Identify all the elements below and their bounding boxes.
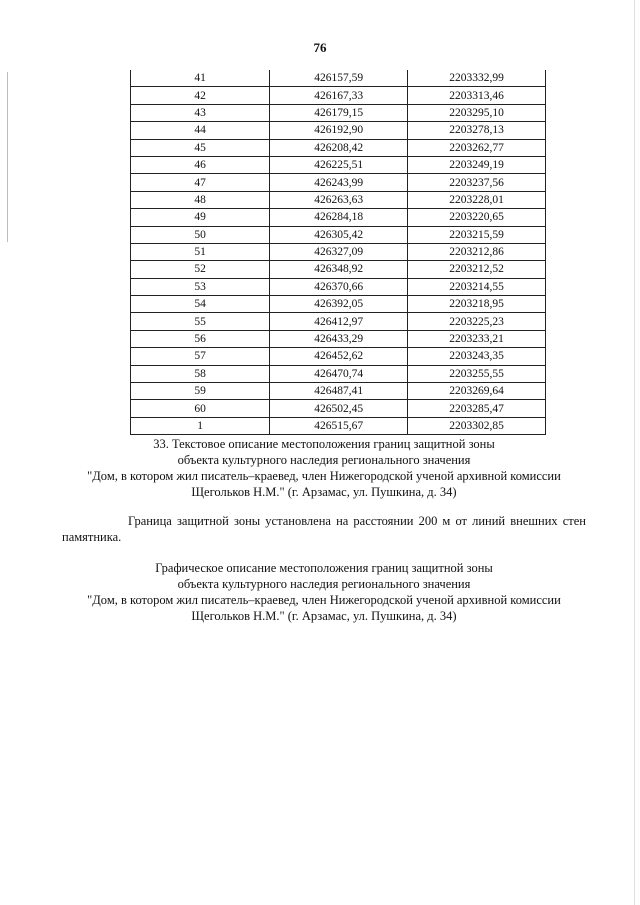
x-coordinate-cell: 426412,97 xyxy=(270,313,408,330)
x-coordinate-cell: 426452,62 xyxy=(270,348,408,365)
table-row xyxy=(131,296,546,313)
x-coordinate-cell: 426179,15 xyxy=(270,104,408,121)
y-coordinate-cell: 2203332,99 xyxy=(408,70,546,87)
table-row xyxy=(131,209,546,226)
y-coordinate-cell: 2203228,01 xyxy=(408,191,546,208)
protection-zone-paragraph xyxy=(62,513,586,545)
table-row xyxy=(131,383,546,400)
point-number-cell: 59 xyxy=(131,383,270,400)
y-coordinate-cell: 2203218,95 xyxy=(408,296,546,313)
table-row xyxy=(131,191,546,208)
point-number-cell: 52 xyxy=(131,261,270,278)
table-row xyxy=(131,278,546,295)
table-row xyxy=(131,174,546,191)
x-coordinate-cell: 426208,42 xyxy=(270,139,408,156)
table-row xyxy=(131,348,546,365)
x-coordinate-cell: 426515,67 xyxy=(270,417,408,434)
x-coordinate-cell: 426502,45 xyxy=(270,400,408,417)
section-33-line: объекта культурного наследия регионального значения xyxy=(177,453,471,467)
y-coordinate-cell: 2203255,55 xyxy=(408,365,546,382)
scan-margin-line xyxy=(7,72,8,242)
y-coordinate-cell: 2203233,21 xyxy=(408,330,546,347)
point-number-cell: 53 xyxy=(131,278,270,295)
graphic-description-line: объекта культурного наследия регионального значения xyxy=(177,577,471,591)
x-coordinate-cell: 426327,09 xyxy=(270,243,408,260)
point-number-cell: 43 xyxy=(131,104,270,121)
y-coordinate-cell: 2203278,13 xyxy=(408,122,546,139)
y-coordinate-cell: 2203285,47 xyxy=(408,400,546,417)
point-number-cell: 47 xyxy=(131,174,270,191)
table-row xyxy=(131,156,546,173)
y-coordinate-cell: 2203295,10 xyxy=(408,104,546,121)
section-33-line: "Дом, в котором жил писатель–краевед, член Нижегородской ученой архивной комиссии xyxy=(87,469,561,483)
y-coordinate-cell: 2203220,65 xyxy=(408,209,546,226)
x-coordinate-cell: 426370,66 xyxy=(270,278,408,295)
point-number-cell: 57 xyxy=(131,348,270,365)
point-number-cell: 54 xyxy=(131,296,270,313)
table-row xyxy=(131,139,546,156)
point-number-cell: 45 xyxy=(131,139,270,156)
x-coordinate-cell: 426192,90 xyxy=(270,122,408,139)
x-coordinate-cell: 426487,41 xyxy=(270,383,408,400)
point-number-cell: 48 xyxy=(131,191,270,208)
point-number-cell: 42 xyxy=(131,87,270,104)
y-coordinate-cell: 2203249,19 xyxy=(408,156,546,173)
y-coordinate-cell: 2203225,23 xyxy=(408,313,546,330)
point-number-cell: 44 xyxy=(131,122,270,139)
x-coordinate-cell: 426157,59 xyxy=(270,70,408,87)
table-row xyxy=(131,365,546,382)
x-coordinate-cell: 426348,92 xyxy=(270,261,408,278)
y-coordinate-cell: 2203262,77 xyxy=(408,139,546,156)
table-row xyxy=(131,261,546,278)
table-row xyxy=(131,122,546,139)
x-coordinate-cell: 426263,63 xyxy=(270,191,408,208)
x-coordinate-cell: 426225,51 xyxy=(270,156,408,173)
scan-edge-line xyxy=(634,0,635,905)
y-coordinate-cell: 2203302,85 xyxy=(408,417,546,434)
x-coordinate-cell: 426243,99 xyxy=(270,174,408,191)
table-row xyxy=(131,104,546,121)
section-33-heading xyxy=(62,436,586,500)
x-coordinate-cell: 426392,05 xyxy=(270,296,408,313)
y-coordinate-cell: 2203215,59 xyxy=(408,226,546,243)
y-coordinate-cell: 2203212,86 xyxy=(408,243,546,260)
x-coordinate-cell: 426167,33 xyxy=(270,87,408,104)
point-number-cell: 56 xyxy=(131,330,270,347)
graphic-description-line: "Дом, в котором жил писатель–краевед, член Нижегородской ученой архивной комиссии xyxy=(87,593,561,607)
x-coordinate-cell: 426305,42 xyxy=(270,226,408,243)
x-coordinate-cell: 426433,29 xyxy=(270,330,408,347)
y-coordinate-cell: 2203214,55 xyxy=(408,278,546,295)
table-row xyxy=(131,70,546,87)
coordinates-table xyxy=(130,70,546,435)
table-row xyxy=(131,400,546,417)
y-coordinate-cell: 2203237,56 xyxy=(408,174,546,191)
table-row xyxy=(131,226,546,243)
section-33-line: 33. Текстовое описание местоположения границ защитной зоны xyxy=(153,437,495,451)
table-row xyxy=(131,87,546,104)
table-row xyxy=(131,243,546,260)
point-number-cell: 58 xyxy=(131,365,270,382)
y-coordinate-cell: 2203269,64 xyxy=(408,383,546,400)
point-number-cell: 60 xyxy=(131,400,270,417)
y-coordinate-cell: 2203243,35 xyxy=(408,348,546,365)
graphic-description-heading xyxy=(62,560,586,624)
x-coordinate-cell: 426470,74 xyxy=(270,365,408,382)
table-row xyxy=(131,313,546,330)
table-row xyxy=(131,417,546,434)
point-number-cell: 51 xyxy=(131,243,270,260)
y-coordinate-cell: 2203313,46 xyxy=(408,87,546,104)
page-number: 76 xyxy=(313,40,327,55)
point-number-cell: 41 xyxy=(131,70,270,87)
point-number-cell: 55 xyxy=(131,313,270,330)
point-number-cell: 50 xyxy=(131,226,270,243)
point-number-cell: 1 xyxy=(131,417,270,434)
graphic-description-line: Графическое описание местоположения границ защитной зоны xyxy=(155,561,493,575)
point-number-cell: 49 xyxy=(131,209,270,226)
x-coordinate-cell: 426284,18 xyxy=(270,209,408,226)
graphic-description-line: Щегольков Н.М." (г. Арзамас, ул. Пушкина, д. 34) xyxy=(191,609,457,623)
paragraph-text: Граница защитной зоны установлена на расстоянии 200 м от линий внешних стен памятника. xyxy=(62,514,586,544)
section-33-line: Щегольков Н.М." (г. Арзамас, ул. Пушкина, д. 34) xyxy=(191,485,457,499)
y-coordinate-cell: 2203212,52 xyxy=(408,261,546,278)
point-number-cell: 46 xyxy=(131,156,270,173)
table-row xyxy=(131,330,546,347)
